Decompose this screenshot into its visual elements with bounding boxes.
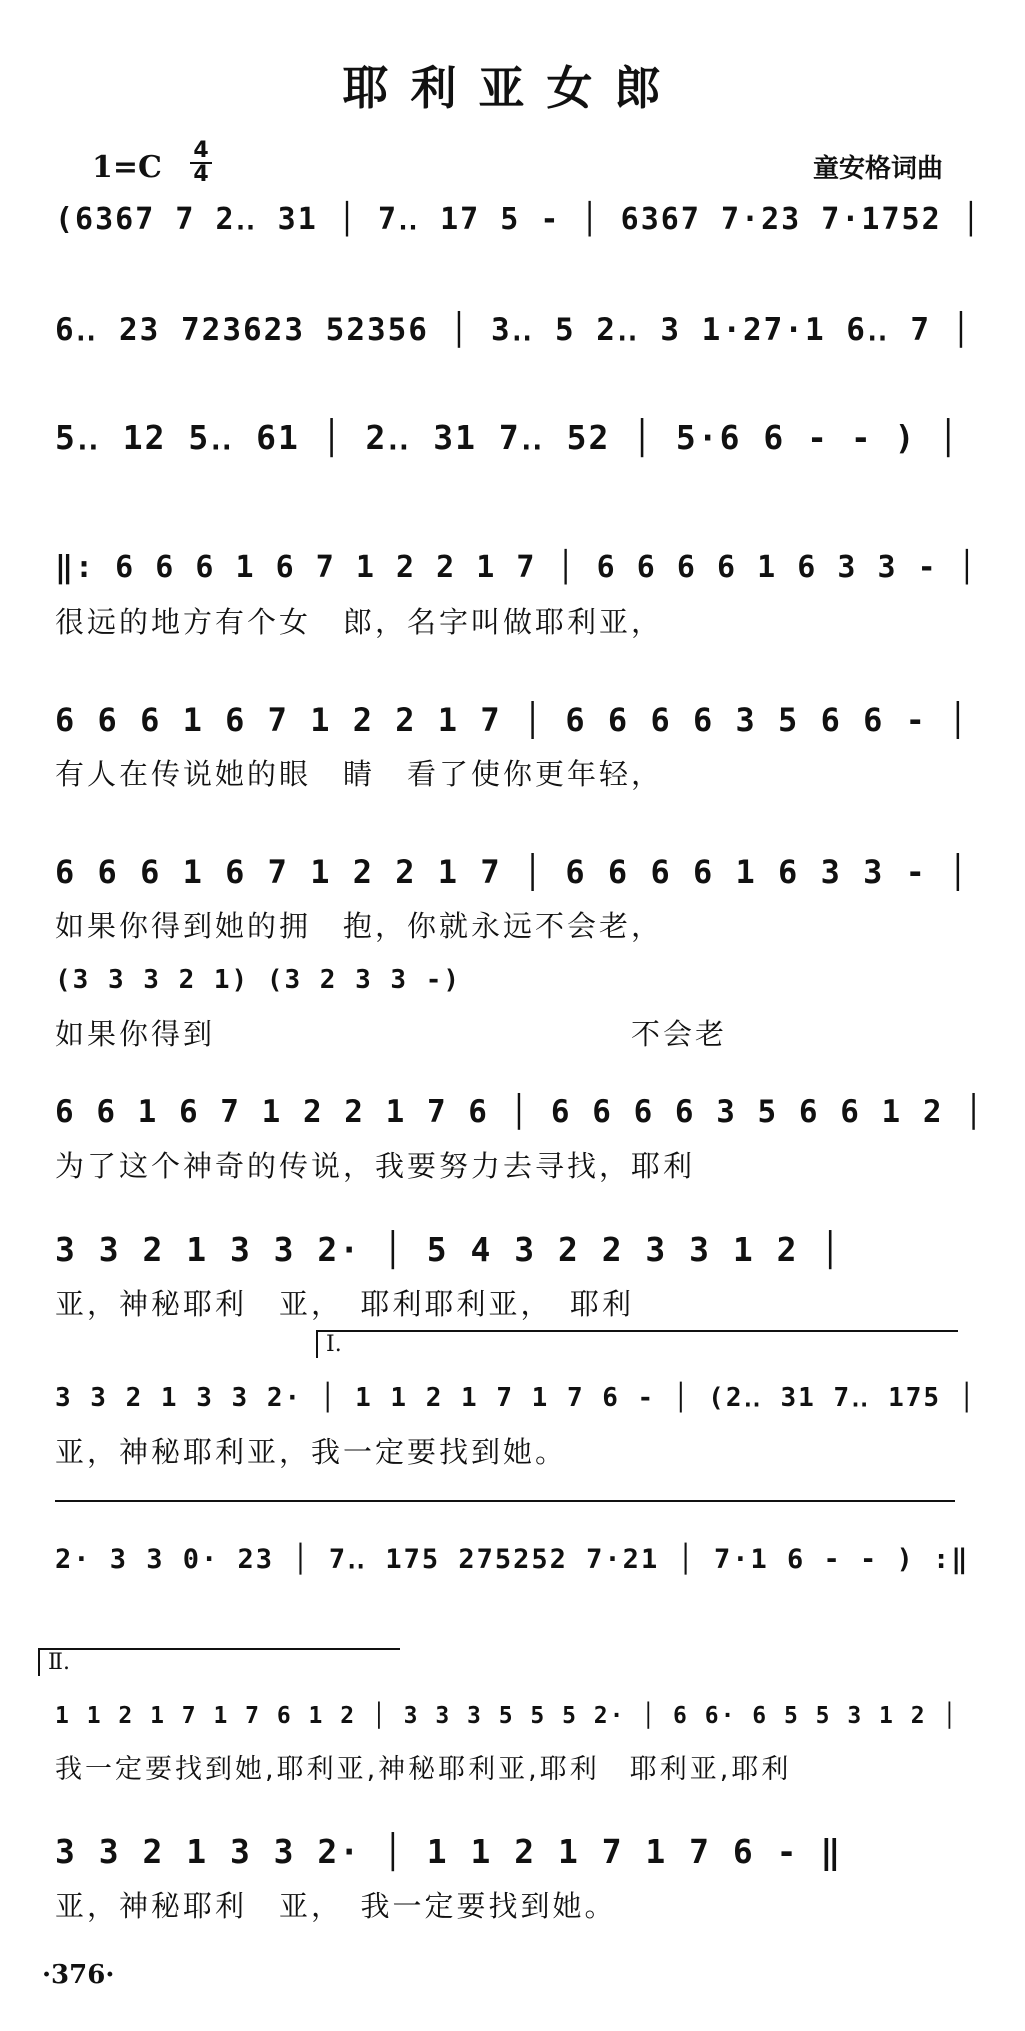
lyric-line: 我一定要找到她,耶利亚,神秘耶利亚,耶利 耶利亚,耶利 (55, 1754, 792, 1785)
notation-line: 5‥ 12 5‥ 61 │ 2‥ 31 7‥ 52 │ 5·6 6 - - ) │ (55, 418, 961, 457)
lyric-line: 为了这个神奇的传说，我要努力去寻找，耶利 (55, 1149, 696, 1183)
notation-line: 2· 3 3 0· 23 │ 7‥ 175 275252 7·21 │ 7·1 6 - - ) :‖ (55, 1544, 970, 1575)
lyric-line: 亚，神秘耶利 亚， 我一定要找到她。 (55, 1889, 617, 1923)
score-row-7 (55, 950, 985, 1060)
notation-line: (6367 7 2‥ 31 │ 7‥ 17 5 - │ 6367 7·23 7·1752 │ (55, 202, 982, 237)
score-row-1 (55, 190, 985, 300)
lyric-line: 亚，神秘耶利 亚， 耶利耶利亚， 耶利 (55, 1287, 635, 1321)
second-ending-label: Ⅱ. (48, 1650, 70, 1675)
notation-line: 3 3 2 1 3 3 2· │ 1 1 2 1 7 1 7 6 - ‖ (55, 1832, 843, 1871)
score-row-2 (55, 300, 985, 410)
score-row-8 (55, 1082, 985, 1192)
score-row-10 (55, 1368, 985, 1478)
key-signature: 1=C (92, 150, 162, 185)
score-row-12 (55, 1686, 985, 1796)
first-ending-label: Ⅰ. (326, 1332, 342, 1357)
meter-top: 4 (193, 138, 209, 163)
score-row-5 (55, 690, 985, 800)
notation-line: 6 6 6 1 6 7 1 2 2 1 7 │ 6 6 6 6 1 6 3 3 - │ (55, 853, 970, 891)
song-title: 耶利亚女郎 (342, 61, 683, 115)
notation-line: 6 6 6 1 6 7 1 2 2 1 7 │ 6 6 6 6 3 5 6 6 - │ (55, 701, 970, 739)
lyric-line: 如果你得到 不会老 (55, 1017, 728, 1051)
score-row-9 (55, 1220, 985, 1330)
first-ending-continuation (55, 1500, 955, 1528)
score-row-13 (55, 1822, 985, 1932)
notation-line: 3 3 2 1 3 3 2· │ 1 1 2 1 7 1 7 6 - │ (2‥ 31 7‥ 175 │ (55, 1383, 977, 1413)
notation-line: 1 1 2 1 7 1 7 6 1 2 │ 3 3 3 5 5 5 2· │ 6 6· 6 5 5 3 1 2 │ (55, 1703, 959, 1729)
notation-line: 6‥ 23 723623 52356 │ 3‥ 5 2‥ 3 1·27·1 6‥ 7 │ (55, 312, 973, 348)
page-number: ·376· (42, 1960, 115, 1990)
meter-bottom: 4 (193, 162, 209, 187)
composer-credit: 童安格词曲 (812, 154, 943, 184)
notation-line: ‖: 6 6 6 1 6 7 1 2 2 1 7 │ 6 6 6 6 1 6 3 3 - │ (55, 550, 978, 585)
time-signature (190, 140, 212, 186)
score-row-3 (55, 408, 985, 518)
score-row-6 (55, 842, 985, 952)
lyric-line: 亚，神秘耶利亚，我一定要找到她。 (55, 1435, 568, 1469)
lyric-line: 很远的地方有个女 郎，名字叫做耶利亚， (55, 605, 664, 639)
lyric-line: 如果你得到她的拥 抱，你就永远不会老， (55, 909, 664, 943)
first-ending-bracket (316, 1330, 958, 1358)
notation-line: 3 3 2 1 3 3 2· │ 5 4 3 2 2 3 3 1 2 │ (55, 1230, 843, 1269)
second-ending-bracket (38, 1648, 400, 1676)
notation-line: 6 6 1 6 7 1 2 2 1 7 6 │ 6 6 6 6 3 5 6 6 1 2 │ (55, 1094, 985, 1130)
lyric-line: 有人在传说她的眼 睛 看了使你更年轻， (55, 757, 664, 791)
notation-line: (3 3 3 2 1) (3 2 3 3 -) (55, 965, 462, 995)
score-row-11 (55, 1530, 985, 1640)
score-row-4 (55, 538, 985, 648)
